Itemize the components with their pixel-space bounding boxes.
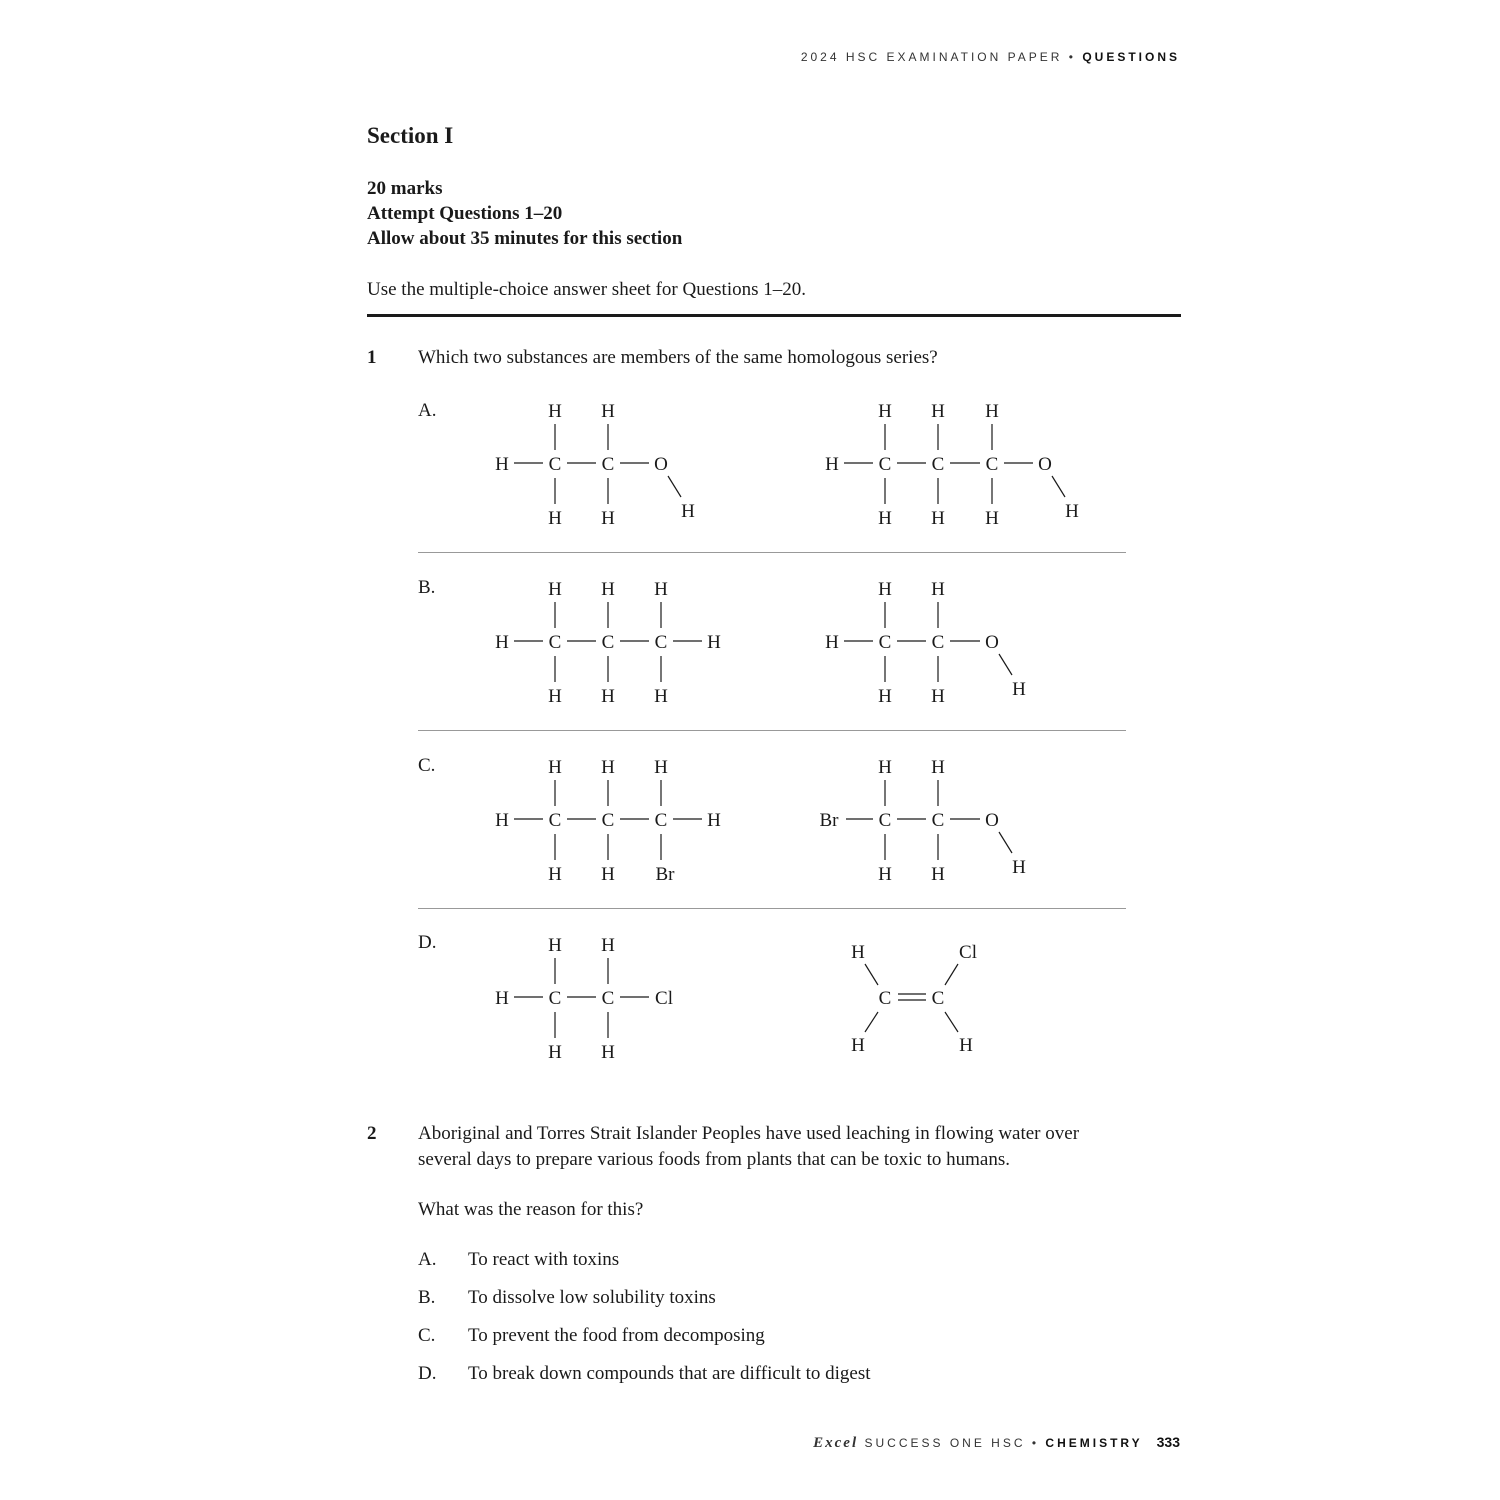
atom-c: C [985, 454, 999, 475]
footer-bullet: • [1031, 1436, 1040, 1450]
atom-h: H [825, 632, 839, 653]
bond [668, 476, 681, 497]
atom-h: H [985, 401, 999, 422]
atom-h: H [548, 401, 562, 422]
header-right: QUESTIONS [1082, 50, 1180, 64]
q1-number: 1 [367, 347, 377, 368]
atom-c: C [654, 632, 668, 653]
atom-c: C [654, 810, 668, 831]
atom-h: H [985, 508, 999, 529]
footer-series: SUCCESS ONE HSC [864, 1436, 1026, 1450]
atom-h: H [1012, 679, 1026, 700]
footer-brand: Excel [813, 1435, 859, 1451]
atom-br: Br [819, 810, 839, 831]
atom-c: C [548, 988, 562, 1009]
atom-h: H [851, 1035, 865, 1056]
atom-h: H [1065, 501, 1079, 522]
atom-h: H [601, 579, 615, 600]
q1-d-molecule-1 [495, 935, 673, 1063]
atom-h: H [548, 864, 562, 885]
section-allow: Allow about 35 minutes for this section [367, 228, 683, 249]
atom-h: H [878, 401, 892, 422]
atom-c: C [931, 988, 945, 1009]
atom-h: H [878, 864, 892, 885]
q2-option-b-text: To dissolve low solubility toxins [468, 1287, 716, 1308]
q1-option-a-letter: A. [418, 400, 437, 421]
q2-number: 2 [367, 1123, 377, 1144]
header-bullet: • [1068, 50, 1076, 64]
atom-h: H [495, 810, 509, 831]
q2-prompt: What was the reason for this? [418, 1199, 644, 1220]
atom-h: H [601, 401, 615, 422]
atom-h: H [548, 686, 562, 707]
atom-c: C [931, 454, 945, 475]
atom-h: H [654, 686, 668, 707]
atom-h: H [707, 632, 721, 653]
atom-h: H [548, 579, 562, 600]
bond [945, 1012, 958, 1032]
atom-o: O [985, 810, 999, 831]
atom-h: H [601, 1042, 615, 1063]
bond [865, 1012, 878, 1032]
atom-h: H [601, 864, 615, 885]
atom-h: H [601, 935, 615, 956]
q2-option-b-letter: B. [418, 1287, 436, 1308]
header-left: 2024 HSC EXAMINATION PAPER [800, 50, 1063, 64]
q2-option-a-text: To react with toxins [468, 1249, 620, 1270]
bond [865, 964, 878, 985]
q1-text: Which two substances are members of the same homologous series? [418, 347, 938, 368]
q1-c-molecule-2 [820, 757, 1027, 885]
q1-b-molecule-2 [825, 579, 1026, 707]
q1-option-d-letter: D. [418, 932, 437, 953]
q1-option-b-letter: B. [418, 577, 436, 598]
atom-h: H [931, 508, 945, 529]
atom-h: H [959, 1035, 973, 1056]
atom-c: C [878, 454, 892, 475]
atom-h: H [548, 757, 562, 778]
bond [999, 832, 1012, 853]
atom-h: H [931, 401, 945, 422]
atom-c: C [601, 632, 615, 653]
atom-h: H [931, 579, 945, 600]
atom-h: H [931, 864, 945, 885]
q2-option-d-letter: D. [418, 1363, 437, 1384]
atom-c: C [601, 988, 615, 1009]
atom-h: H [495, 988, 509, 1009]
section-marks: 20 marks [367, 178, 443, 199]
atom-h: H [851, 942, 865, 963]
atom-c: C [548, 632, 562, 653]
q2-option-a-letter: A. [418, 1249, 437, 1270]
atom-h: H [654, 579, 668, 600]
atom-c: C [878, 810, 892, 831]
page-number: 333 [1156, 1434, 1180, 1450]
atom-h: H [1012, 857, 1026, 878]
q2-text-line-2: several days to prepare various foods from plants that can be toxic to humans. [418, 1149, 1010, 1170]
section-instruction: Use the multiple-choice answer sheet for Questions 1–20. [367, 279, 806, 300]
atom-h: H [681, 501, 695, 522]
atom-o: O [1038, 454, 1052, 475]
atom-h: H [654, 757, 668, 778]
atom-h: H [825, 454, 839, 475]
q1-a-molecule-2 [825, 401, 1079, 529]
bond [945, 964, 958, 985]
footer-subject: CHEMISTRY [1045, 1436, 1143, 1450]
bond [1052, 476, 1065, 497]
atom-h: H [601, 508, 615, 529]
atom-h: H [548, 508, 562, 529]
section-title: Section I [367, 123, 454, 148]
atom-c: C [601, 454, 615, 475]
q2-option-c-text: To prevent the food from decomposing [468, 1325, 765, 1346]
atom-h: H [548, 1042, 562, 1063]
atom-h: H [707, 810, 721, 831]
q1-b-molecule-1 [495, 579, 721, 707]
atom-c: C [931, 810, 945, 831]
atom-c: C [878, 632, 892, 653]
atom-c: C [931, 632, 945, 653]
atom-o: O [654, 454, 668, 475]
atom-c: C [878, 988, 892, 1009]
atom-c: C [548, 810, 562, 831]
atom-br: Br [655, 864, 675, 885]
atom-h: H [601, 686, 615, 707]
atom-o: O [985, 632, 999, 653]
q1-c-molecule-1 [495, 757, 721, 885]
q1-d-molecule-2 [851, 942, 977, 1056]
bond [999, 654, 1012, 675]
atom-h: H [548, 935, 562, 956]
atom-h: H [931, 686, 945, 707]
atom-cl: Cl [655, 988, 673, 1009]
atom-h: H [878, 686, 892, 707]
atom-c: C [548, 454, 562, 475]
atom-h: H [878, 757, 892, 778]
q2-option-c-letter: C. [418, 1325, 436, 1346]
atom-cl: Cl [959, 942, 977, 963]
atom-h: H [878, 508, 892, 529]
q2-option-d-text: To break down compounds that are difficult to digest [468, 1363, 871, 1384]
running-footer [813, 1434, 1180, 1452]
q2-text-line-1: Aboriginal and Torres Strait Islander Peoples have used leaching in flowing water over [418, 1123, 1080, 1144]
atom-h: H [495, 454, 509, 475]
atom-c: C [601, 810, 615, 831]
q1-a-molecule-1 [495, 401, 695, 529]
atom-h: H [495, 632, 509, 653]
section-attempt: Attempt Questions 1–20 [367, 203, 563, 224]
atom-h: H [931, 757, 945, 778]
atom-h: H [878, 579, 892, 600]
q1-option-c-letter: C. [418, 755, 436, 776]
atom-h: H [601, 757, 615, 778]
